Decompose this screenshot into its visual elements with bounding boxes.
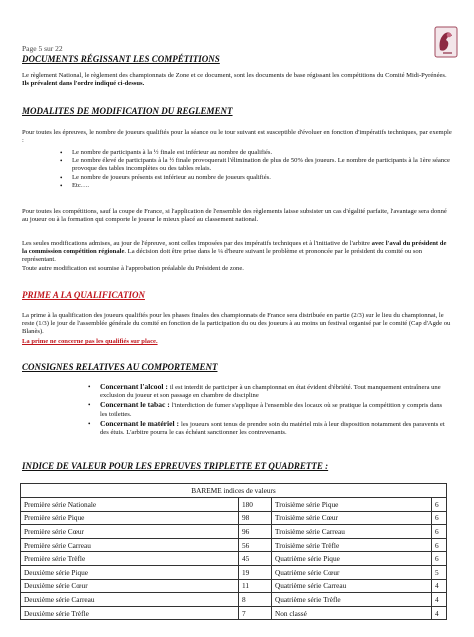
modifications-text-end: . La décision doit être prise dans le ¼ d'heure suivant le problème et prononcée par le président du comité ou son représentant. xyxy=(22,248,423,264)
list-item xyxy=(88,420,448,437)
consigne-label: Concernant le tabac : xyxy=(100,400,172,410)
modifications-text: Les seules modifications admises, au jour de l'épreuve, sont celles imposées par des impératifs techniques et à l'initiative de l'arbitre xyxy=(22,240,372,247)
serie-name-cell: Quatrième série Pique xyxy=(272,552,432,566)
consigne-text: les joueurs sont tenus de prendre soin du matériel mis à leur disposition notamment des paravents et des étuis. L'arbitre pourra le cas échéant sanctionner les contrevenants. xyxy=(100,420,445,437)
serie-value-cell: 6 xyxy=(432,525,447,539)
table-row xyxy=(21,525,447,539)
federation-logo-icon xyxy=(434,26,458,58)
serie-name-cell: Quatrième série Cœur xyxy=(272,565,432,579)
list-item xyxy=(88,401,448,418)
documents-emphasis: Ils prévalent dans l'ordre indiqué ci-dessus. xyxy=(22,80,145,88)
serie-name-cell: Troisième série Trèfle xyxy=(272,538,432,552)
modalites-paragraph-egalite: Pour toutes les compétitions, sauf la coupe de France, si l'application de l'ensemble des règlements laisse subsister un cas d'égalité parfaite, l'avantage sera donné au joueur ou à la formation qui comporte le joueur le mieux placé au classement national. xyxy=(22,208,447,224)
table-row xyxy=(21,538,447,552)
consigne-text: l'interdiction de fumer s'applique à l'ensemble des locaux où se pratique la compétition y compris dans les toilettes. xyxy=(100,402,443,418)
consigne-label: Concernant le matériel : xyxy=(100,418,181,428)
serie-value-cell: 6 xyxy=(432,552,447,566)
list-item: • Le nombre de joueurs présents est inférieur au nombre de joueurs qualifiés. xyxy=(60,174,450,182)
table-row xyxy=(21,565,447,579)
table-row xyxy=(21,593,447,607)
prime-warning: La prime ne concerne pas les qualifiés sur place. xyxy=(22,338,158,345)
serie-name-cell: Première série Nationale xyxy=(21,498,239,512)
consigne-text: il est interdit de participer à un championnat en état évident d'ébriété. Tout manquement entraînera une exclusion du joueur et son passage en chambre de discipline xyxy=(100,384,441,400)
modalites-intro: Pour toutes les épreuves, le nombre de joueurs qualifiés pour la séance ou le tour suivant est susceptible d'évoluer en fonction d'impératifs techniques, par exemple : xyxy=(22,129,452,145)
serie-value-cell: 6 xyxy=(432,498,447,512)
modalites-approval-note: Toute autre modification est soumise à l'approbation préalable du Président de zone. xyxy=(22,265,244,272)
serie-name-cell: Première série Cœur xyxy=(21,525,239,539)
serie-name-cell: Quatrième série Trèfle xyxy=(272,593,432,607)
serie-value-cell: 45 xyxy=(239,552,272,566)
serie-value-cell: 11 xyxy=(239,579,272,593)
serie-name-cell: Troisième série Carreau xyxy=(272,525,432,539)
serie-name-cell: Première série Trèfle xyxy=(21,552,239,566)
bareme-table xyxy=(20,483,447,620)
table-row xyxy=(21,552,447,566)
documents-paragraph xyxy=(22,72,452,88)
table-row xyxy=(21,606,447,620)
serie-value-cell: 56 xyxy=(239,538,272,552)
modalites-paragraph-modifications xyxy=(22,240,452,265)
serie-value-cell: 96 xyxy=(239,525,272,539)
prime-title: PRIME A LA QUALIFICATION xyxy=(22,290,145,300)
serie-value-cell: 5 xyxy=(432,565,447,579)
modalites-list xyxy=(60,149,450,190)
serie-name-cell: Troisième série Cœur xyxy=(272,511,432,525)
page-number: Page 5 sur 22 xyxy=(22,44,63,53)
serie-name-cell: Deuxième série Carreau xyxy=(21,593,239,607)
table-row xyxy=(21,498,447,512)
serie-value-cell: 8 xyxy=(239,593,272,607)
table-header: BAREME indices de valeurs xyxy=(21,484,447,498)
documents-text: Le règlement National, le règlement des championnats de Zone et ce document, sont les documents de base régissant les compétitions du Comité Midi-Pyrénées. xyxy=(22,72,447,79)
list-item: • Le nombre de participants à la ½ finale est inférieur au nombre de qualifiés. xyxy=(60,149,450,157)
serie-value-cell: 98 xyxy=(239,511,272,525)
serie-value-cell: 4 xyxy=(432,579,447,593)
serie-name-cell: Quatrième série Carreau xyxy=(272,579,432,593)
serie-value-cell: 19 xyxy=(239,565,272,579)
serie-name-cell: Deuxième série Trèfle xyxy=(21,606,239,620)
list-item: • Le nombre élevé de participants à la ½ finale provoquerait l'élimination de plus de 50% des joueurs. Le nombre de participants à la 1ère séance provoque des tables incomplètes ou des tables relais. xyxy=(60,157,450,173)
serie-value-cell: 180 xyxy=(239,498,272,512)
consignes-list xyxy=(88,383,448,438)
table-row xyxy=(21,511,447,525)
table-row xyxy=(21,579,447,593)
serie-value-cell: 6 xyxy=(432,538,447,552)
consignes-title: CONSIGNES RELATIVES AU COMPORTEMENT xyxy=(22,362,218,372)
serie-name-cell: Deuxième série Pique xyxy=(21,565,239,579)
serie-value-cell: 7 xyxy=(239,606,272,620)
indice-title: INDICE DE VALEUR POUR LES EPREUVES TRIPLETTE ET QUADRETTE : xyxy=(22,461,329,471)
modifications-emphasis: avec l'aval du président de la commission compétition régionale xyxy=(22,240,447,256)
serie-name-cell: Première série Pique xyxy=(21,511,239,525)
list-item: • Etc…. xyxy=(60,182,450,190)
table-body xyxy=(21,498,447,620)
serie-value-cell: 6 xyxy=(432,511,447,525)
serie-value-cell: 4 xyxy=(432,606,447,620)
list-item xyxy=(88,383,448,400)
serie-value-cell: 4 xyxy=(432,593,447,607)
serie-name-cell: Non classé xyxy=(272,606,432,620)
serie-name-cell: Deuxième série Cœur xyxy=(21,579,239,593)
prime-paragraph: La prime à la qualification des joueurs qualifiés pour les phases finales des championnats de France sera distribuée en partie (2/3) sur le lieu du championnat, le reste (1/3) le jour de l'assemblée générale du comité en fonction de la participation du ou des joueurs à au moins un festival organisé par le comité (Cap d'Agde ou Blanès). xyxy=(22,312,451,336)
serie-name-cell: Troisième série Pique xyxy=(272,498,432,512)
documents-title: DOCUMENTS RÉGISSANT LES COMPÉTITIONS xyxy=(22,54,220,64)
modalites-title: MODALITES DE MODIFICATION DU REGLEMENT xyxy=(22,106,233,116)
consigne-label: Concernant l'alcool : xyxy=(100,382,170,391)
serie-name-cell: Première série Carreau xyxy=(21,538,239,552)
